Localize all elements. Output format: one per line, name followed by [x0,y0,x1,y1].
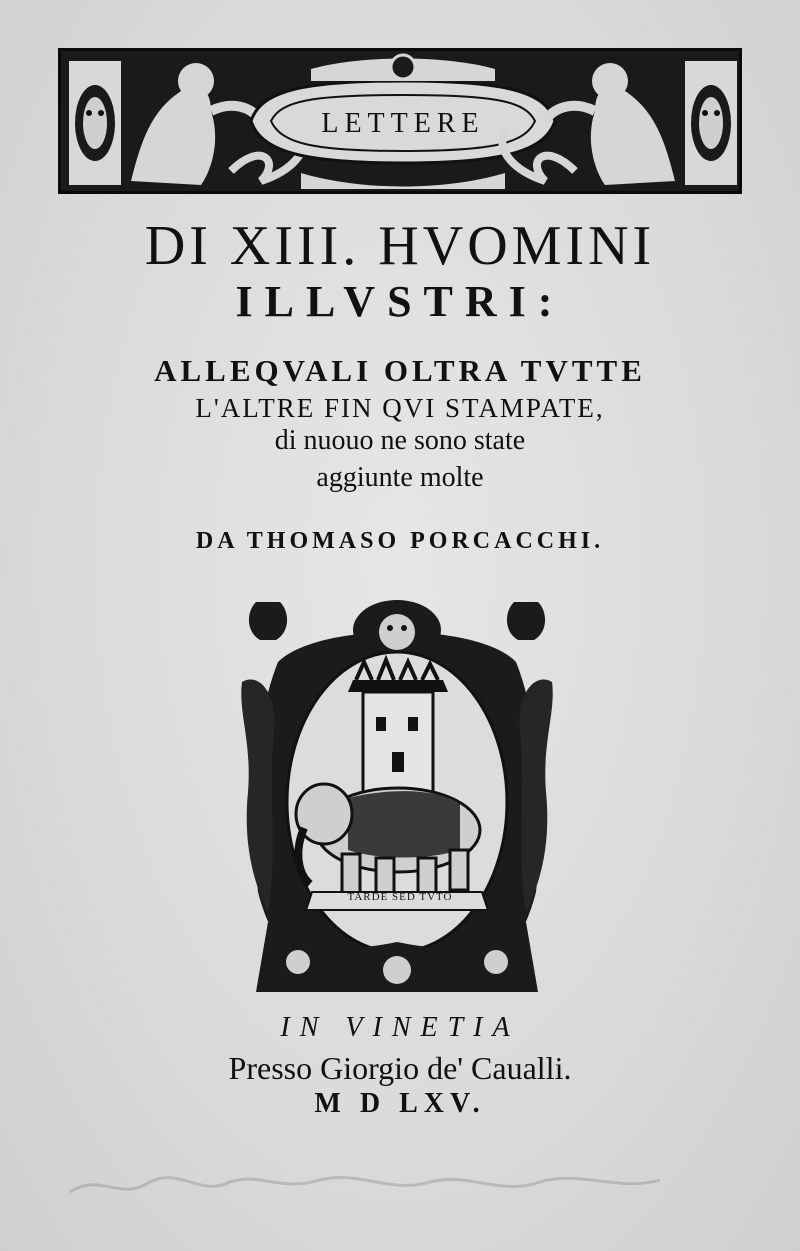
device-motto: TARDE SED TVTO [347,891,453,903]
banner-title: LETTERE [321,108,485,139]
imprint-city: IN VINETIA [280,1012,520,1043]
main-title-line-1: DI XIII. HVOMINI [144,215,656,277]
woodcut-header-banner [58,48,742,194]
subtitle-line-1: ALLEQVALI OLTRA TVTTE [154,353,646,388]
printers-device-elephant-icon [238,592,556,1004]
subtitle-line-2: L'ALTRE FIN QVI STAMPATE, [195,393,605,423]
imprint-year: M D LXV. [314,1088,486,1119]
author-line: DA THOMASO PORCACCHI. [195,528,605,554]
subtitle-line-4: aggiunte molte [316,462,484,493]
subtitle-line-3: di nuouo ne sono state [274,425,526,456]
main-title-line-2: ILLVSTRI: [235,277,565,326]
faded-handwriting-mark [60,1152,700,1212]
imprint-printer: Presso Giorgio de' Caualli. [228,1050,572,1086]
